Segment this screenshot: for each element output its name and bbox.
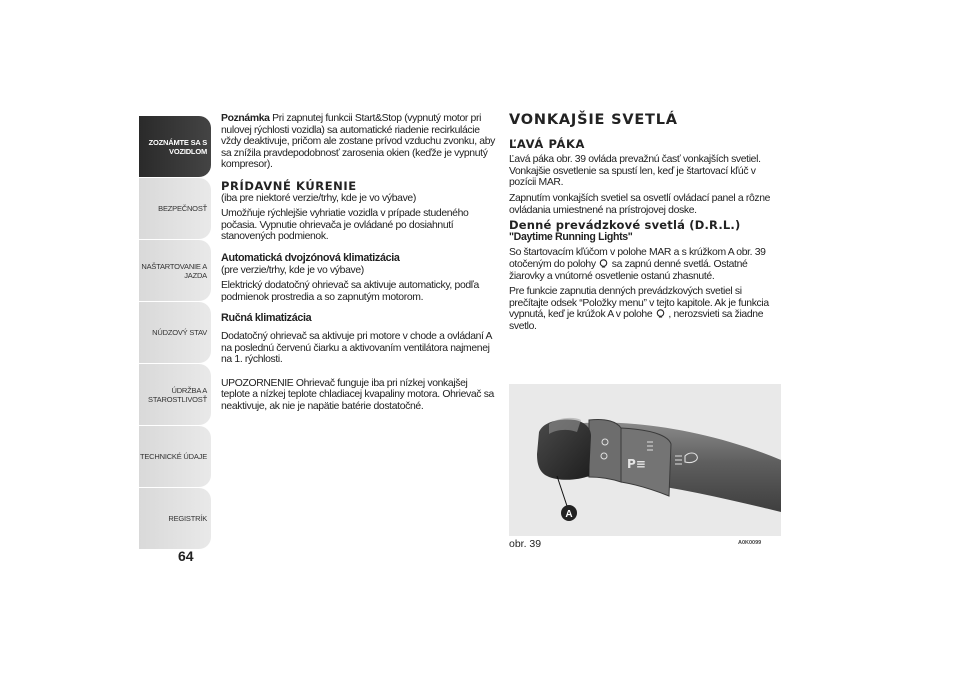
lever-paragraph-2: Zapnutím vonkajších svetiel sa osvetlí ovládací panel a rôzne ovládania umiestnené na prístrojovej doske. — [509, 192, 771, 216]
tab-nastartovanie[interactable] — [139, 240, 211, 301]
drl-p1-text-a: So štartovacím kľúčom v polohe MAR a s krúžkom A obr. 39 otočeným do polohy — [509, 247, 766, 270]
manual-climate-heading: Ručná klimatizácia — [221, 312, 312, 325]
left-lever-illustration — [509, 384, 781, 536]
auto-climate-heading: Automatická dvojzónová klimatizácia — [221, 251, 400, 264]
note-lead: Poznámka — [221, 113, 270, 124]
right-column — [509, 113, 781, 337]
left-column — [221, 113, 497, 416]
tab-label: NÚDZOVÝ STAV — [152, 328, 207, 337]
tab-label: NAŠTARTOVANIE A JAZDA — [141, 261, 207, 280]
auto-climate-paragraph: Elektrický dodatočný ohrievač sa aktivuje automaticky, podľa podmienok prostredia a so zapnutým motorom. — [221, 280, 479, 303]
lever-ring-a — [589, 419, 621, 482]
lever-figure — [509, 384, 781, 536]
lever-paragraph-1: Ľavá páka obr. 39 ovláda prevažnú časť vonkajších svetiel. Vonkajšie osvetlenie sa spustí len, keď je štartovací kľúč v pozícii MAR. — [509, 154, 761, 189]
drl-p2-text-b: , nerozsvieti sa žiadne svetlo. — [509, 309, 764, 332]
tab-label: ÚDRŽBA A STAROSTLIVOSŤ — [148, 385, 207, 404]
note-text: Pri zapnutej funkcii Start&Stop (vypnutý motor pri nulovej rýchlosti vozidla) sa automatické riadenie recirkulácie vždy deaktivuje, pričom ale zostane prívod vzduchu zvonku, aby sa znížila pravdepodobnosť zarosenia okien (keďže je vypnutý kompresor). — [221, 113, 496, 171]
heater-subtitle: (iba pre niektoré verzie/trhy, kde je vo výbave) — [221, 192, 416, 204]
heater-heading: PRÍDAVNÉ KÚRENIE — [221, 178, 357, 193]
tab-zoznamte-sa[interactable] — [139, 116, 211, 177]
tab-label: BEZPEČNOSŤ — [158, 204, 207, 213]
chapter-tabs — [139, 116, 211, 550]
manual-climate-paragraph: Dodatočný ohrievač sa aktivuje pri motore v chode a ovládaní A na poslednú červenú čiarku a aktivovaním ventilátora najmenej na 1. rýchlosti. — [221, 330, 492, 366]
tab-nudzovy-stav[interactable] — [139, 302, 211, 363]
figure-caption: obr. 39 — [509, 538, 542, 550]
drl-p2-text-a: Pre funkcie zapnutia denných prevádzkových svetiel si prečítajte odsek “Položky menu” v tejto kapitole. Ak je funkcia vypnutá, keď je krúžok A v polohe — [509, 286, 769, 321]
tab-udrzba[interactable] — [139, 364, 211, 425]
tab-registrik[interactable] — [139, 488, 211, 549]
tab-bezpecnost[interactable] — [139, 178, 211, 239]
tab-technicke-udaje[interactable] — [139, 426, 211, 487]
page-number: 64 — [178, 548, 194, 564]
warning-paragraph: UPOZORNENIE Ohrievač funguje iba pri nízkej vonkajšej teplote a nízkej teplote chladiacej kvapaliny motora. Ohrievač sa neaktivuje, ak nie je napätie batérie dostatočné. — [221, 377, 494, 412]
tab-label: ZOZNÁMTE SA S VOZIDLOM — [148, 137, 207, 156]
figure-code: A0K0099 — [738, 540, 762, 546]
drl-paragraph-1 — [509, 247, 781, 282]
light-off-position-icon — [599, 259, 608, 268]
drl-paragraph-2 — [509, 286, 781, 332]
tab-label: REGISTRÍK — [168, 514, 207, 523]
light-off-position-icon — [656, 309, 665, 318]
drl-heading: Denné prevádzkové svetlá (D.R.L.) — [509, 218, 741, 233]
heater-paragraph: Umožňuje rýchlejšie vyhriatie vozidla v prípade studeného počasia. Vypnutie ohrievača je ovládané po dosiahnutí stanovených podmienok. — [221, 208, 469, 243]
main-heading: VONKAJŠIE SVETLÁ — [509, 112, 678, 128]
auto-climate-subtitle: (pre verzie/trhy, kde je vo výbave) — [221, 264, 364, 276]
lever-symbol: P≡ — [627, 457, 646, 471]
drl-p1-text-b: sa zapnú denné svetlá. Ostatné žiarovky a vnútorné osvetlenie ostanú zhasnuté. — [509, 258, 748, 282]
drl-subtitle: "Daytime Running Lights" — [509, 230, 633, 243]
lever-heading: ĽAVÁ PÁKA — [509, 136, 585, 151]
callout-label: A — [565, 509, 573, 520]
note-paragraph — [221, 113, 497, 171]
tab-label: TECHNICKÉ ÚDAJE — [139, 452, 207, 461]
